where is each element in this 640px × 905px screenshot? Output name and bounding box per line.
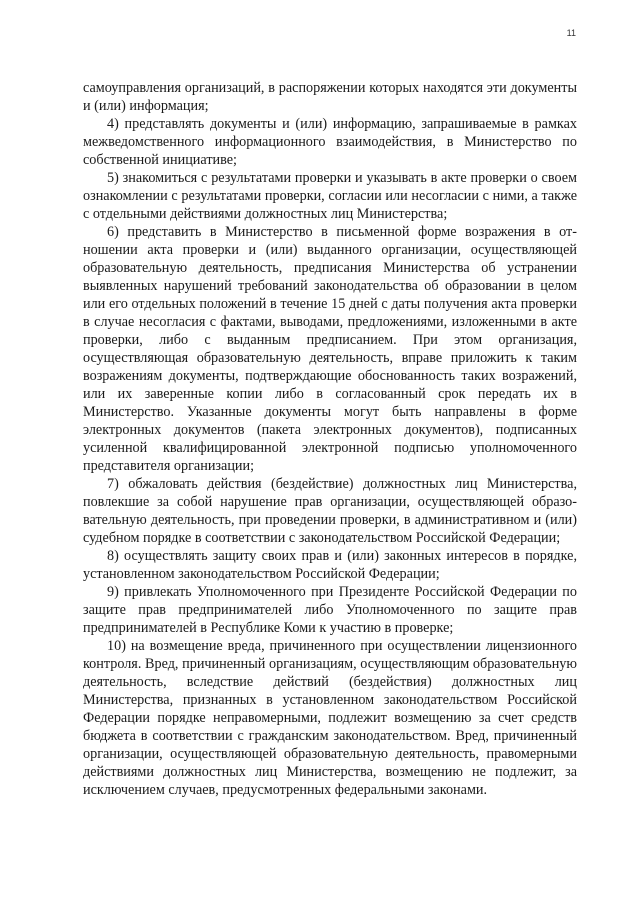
page-number: 11 bbox=[566, 28, 576, 38]
paragraph-item-7: 7) обжаловать действия (бездействие) должностных лиц Министерства, повлекшие за собой нарушение прав организации, осуществляющей образовательную деятельность, при проведении проверки, в административном и (или) судебном порядке в соответствии с законодательством Российской Федерации; bbox=[83, 476, 577, 546]
paragraph-item-8: 8) осуществлять защиту своих прав и (или) законных интересов в порядке, установленном законодательством Российской Федерации; bbox=[83, 548, 577, 582]
paragraph-item-10: 10) на возмещение вреда, причиненного при осуществлении лицензионного контроля. Вред, причиненный организациям, осуществляющим образовательную деятельность, вследствие действий (бездействия) должностных лиц Министерства, признанных в установленном законодательством Российской Федерации порядке неправомерными, подлежит возмещению за счет средств бюджета в соответствии с гражданским законодательством. Вред, причиненный организации, осуществляющей образовательную деятельность, правомерными действиями должностных лиц Министерства, возмещению не подлежит, за исключением случаев, предусмотренных федеральными законами. bbox=[83, 638, 577, 798]
paragraph-item-4: 4) представлять документы и (или) информацию, запрашиваемые в рамках межведомственного информационного взаимодействия, в Министерство по собственной инициативе; bbox=[83, 116, 577, 168]
paragraph-item-9: 9) привлекать Уполномоченного при Президенте Российской Федерации по защите прав предпринимателей либо Уполномоченного по защите прав предпринимателей в Республике Коми к участию в проверке; bbox=[83, 584, 577, 636]
paragraph-item-5: 5) знакомиться с результатами проверки и указывать в акте проверки о своем ознакомлении с результатами проверки, согласии или несогласии с ними, а также с отдельными действиями должностных лиц Министерства; bbox=[83, 170, 577, 222]
paragraph-item-6: 6) представить в Министерство в письменной форме возражения в отношении акта проверки и (или) выданного организации, осуществляющей образовательную деятельность, предписания Министерства об устранении выявленных нарушений требований законодательства об образовании в целом или его отдельных положений в течение 15 дней с даты получения акта проверки в случае несогласия с фактами, выводами, предложениями, изложенными в акте проверки, либо с выданным предписанием. При этом организация, осуществляющая образовательную деятельность, вправе приложить к таким возражениям документы, подтверждающие обоснованность таких возражений, или их заверенные копии либо в согласованный срок передать их в Министерство. Указанные документы могут быть направлены в форме электронных документов (пакета электронных документов), подписанных усиленной квалифицированной электронной подписью уполномоченного представителя организации; bbox=[83, 224, 577, 474]
paragraph-continuation: самоуправления организаций, в распоряжении которых находятся эти документы и (или) информация; bbox=[83, 80, 577, 114]
document-body bbox=[83, 79, 577, 799]
